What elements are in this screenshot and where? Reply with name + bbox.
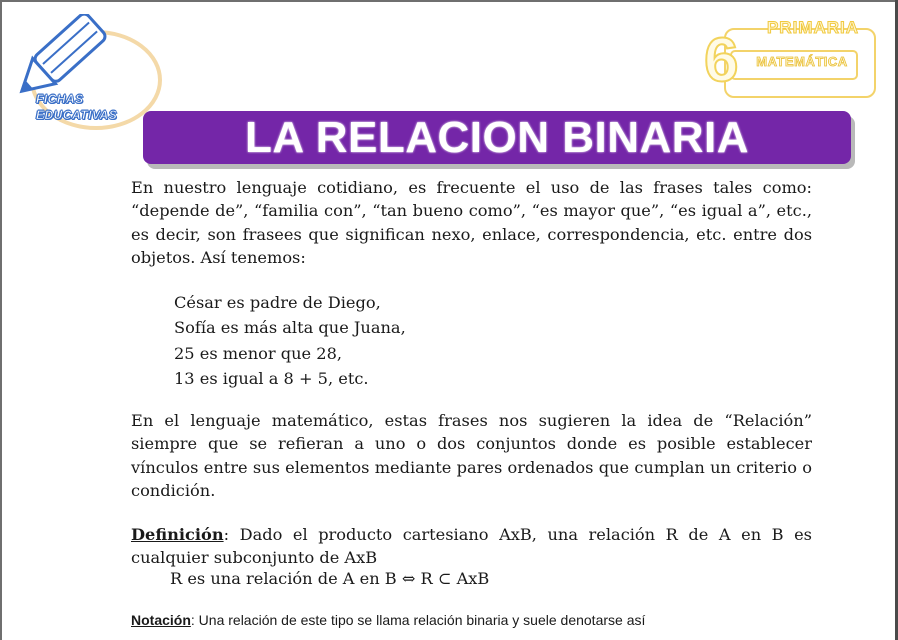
grade-badge bbox=[700, 16, 878, 102]
definition-label: Definición bbox=[131, 525, 224, 544]
examples-list bbox=[174, 290, 406, 391]
fichas-educativas-logo bbox=[14, 14, 164, 134]
notation-label: Notación bbox=[131, 612, 191, 628]
title-banner bbox=[143, 111, 851, 164]
example-item: Sofía es más alta que Juana, bbox=[174, 318, 406, 338]
page-border-top bbox=[0, 0, 898, 2]
example-item: 25 es menor que 28, bbox=[174, 343, 343, 363]
example-item: 13 es igual a 8 + 5, etc. bbox=[174, 368, 369, 388]
badge-grade-number: 6 bbox=[704, 26, 739, 95]
relation-paragraph: En el lenguaje matemático, estas frases nos sugieren la idea de “Relación” siempre que se refieran a uno o dos conjuntos donde es posible establecer vínculos entre sus elementos mediante pares ordenados que cumplan un criterio o condición. bbox=[131, 411, 812, 500]
badge-level: PRIMARIA bbox=[766, 18, 860, 37]
notation-text: : Una relación de este tipo se llama relación binaria y suele denotarse así bbox=[190, 612, 646, 628]
badge-subject: MATEMÁTICA bbox=[756, 54, 848, 69]
page-title: LA RELACION BINARIA bbox=[244, 112, 750, 162]
page-border-left bbox=[0, 0, 2, 640]
notation-line bbox=[131, 612, 645, 628]
example-item: César es padre de Diego, bbox=[174, 293, 381, 312]
logo-text-line2: EDUCATIVAS bbox=[36, 108, 118, 122]
definition-formula: R es una relación de A en B ⇔ R ⊂ AxB bbox=[170, 569, 490, 588]
definition-text: : Dado el producto cartesiano AxB, una relación R de A en B es cualquier subconjunto de AxB bbox=[131, 525, 812, 568]
intro-paragraph: En nuestro lenguaje cotidiano, es frecuente el uso de las frases tales como: “depende de”, “familia con”, “tan bueno como”, “es mayor que”, “es igual a”, etc., es decir, son frasees que significan nexo, enlace, correspondencia, etc. entre dos objetos. Así tenemos: bbox=[131, 178, 812, 267]
logo-text-line1: FICHAS bbox=[36, 92, 84, 106]
definition-paragraph bbox=[131, 523, 812, 570]
